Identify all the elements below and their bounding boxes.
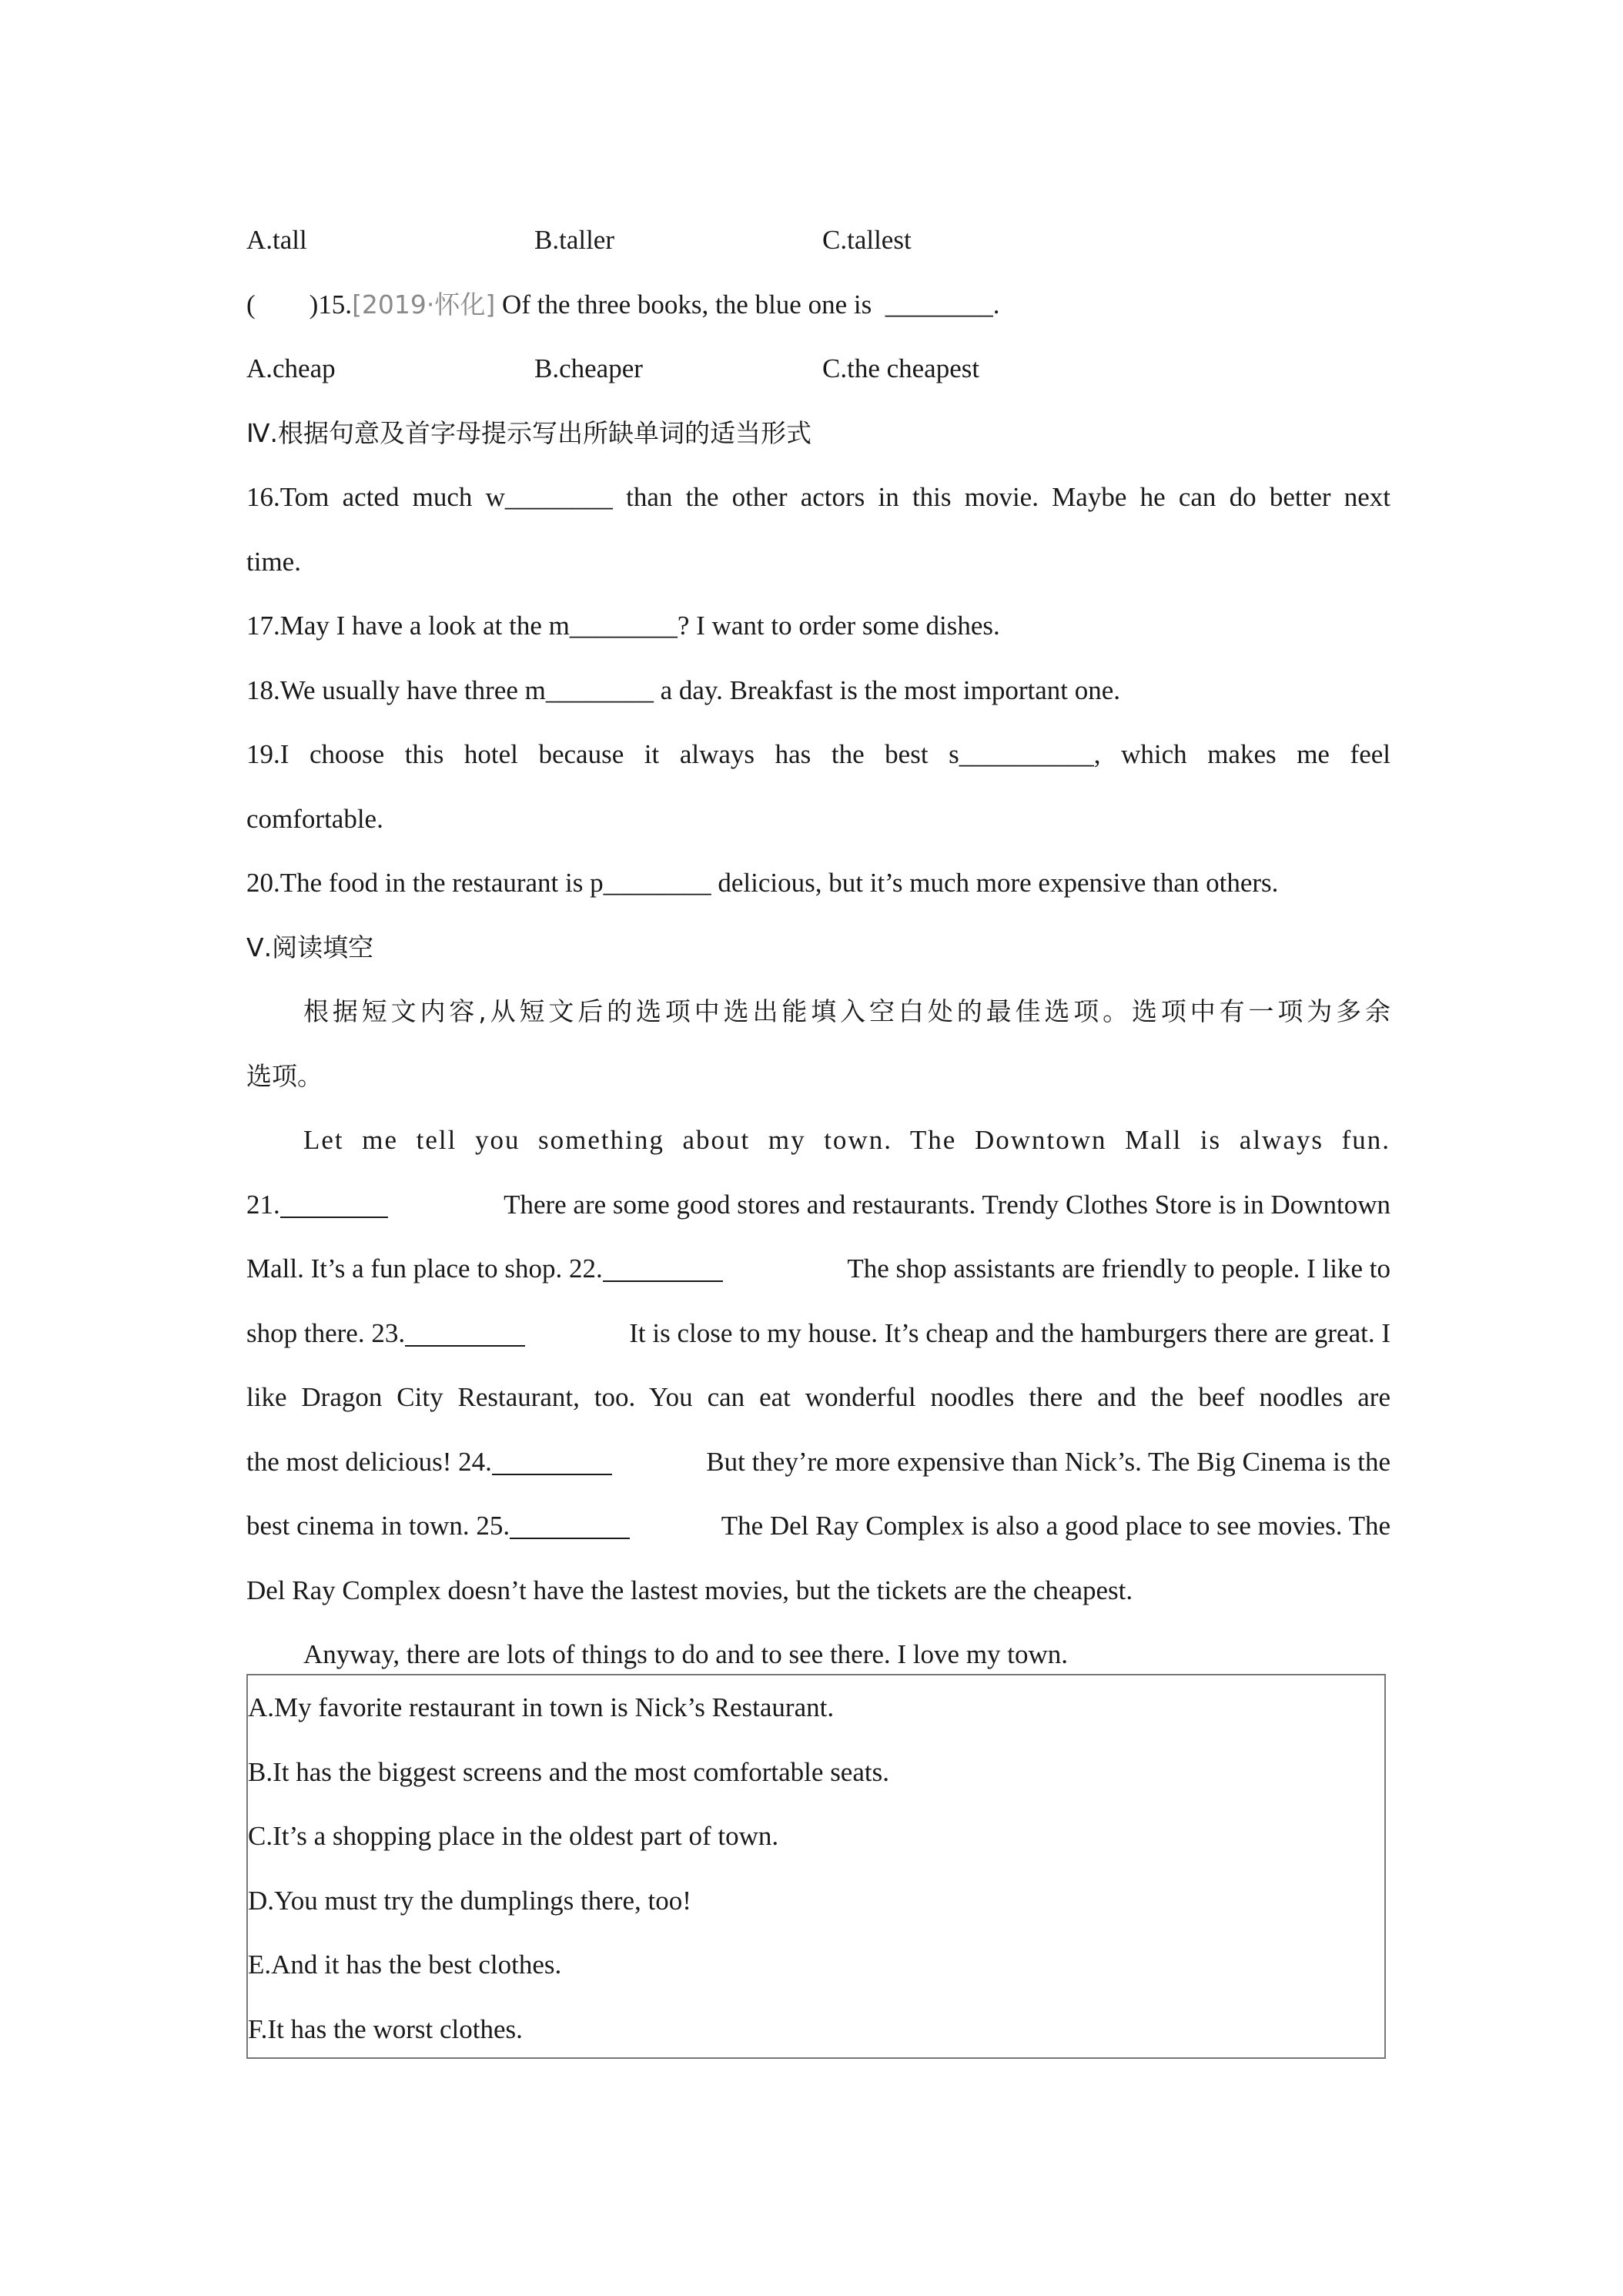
q15-end: . bbox=[992, 289, 1000, 320]
choice-b: B.It has the biggest screens and the most comfortable seats. bbox=[248, 1756, 889, 1787]
blank-21-number: 21. bbox=[246, 1189, 280, 1220]
q14-option-a: A.tall bbox=[246, 225, 307, 255]
q15-source: [2019·怀化] bbox=[352, 289, 496, 320]
instructions-line-1: 根据短文内容,从短文后的选项中选出能填入空白处的最佳选项。选项中有一项为多余 bbox=[303, 996, 1390, 1026]
q16-line-1: 16.Tom acted much w________ than the other actors in this movie. Maybe he can do better next bbox=[246, 482, 1390, 512]
choice-a: A.My favorite restaurant in town is Nick’s Restaurant. bbox=[248, 1692, 835, 1722]
q15-text: Of the three books, the blue one is bbox=[495, 289, 885, 320]
passage-line-5: like Dragon City Restaurant, too. You can eat wonderful noodles there and the beef noodles are bbox=[246, 1382, 1390, 1412]
q16-line-2: time. bbox=[246, 546, 301, 577]
q19-line-1: 19.I choose this hotel because it always has the best s__________, which makes me feel bbox=[246, 739, 1390, 769]
q14-options bbox=[246, 208, 1390, 273]
worksheet-page bbox=[246, 208, 1390, 1687]
choice-e: E.And it has the best clothes. bbox=[248, 1950, 562, 1980]
passage-line-7-rest: The Del Ray Complex is also a good place to see movies. The bbox=[721, 1511, 1390, 1541]
passage-line-3-text: Mall. It’s a fun place to shop. 22. bbox=[246, 1253, 603, 1284]
passage-line-6-text: the most delicious! 24. bbox=[246, 1446, 492, 1477]
passage-line-6 bbox=[246, 1430, 1390, 1494]
q15-paren: ( )15. bbox=[246, 289, 353, 320]
q15-option-c: C.the cheapest bbox=[822, 353, 980, 383]
choices-box bbox=[246, 1674, 1386, 2059]
passage-line-1: Let me tell you something about my town. The Downtown Mall is always fun. bbox=[303, 1125, 1390, 1155]
blank-25 bbox=[510, 1514, 630, 1539]
passage-line-4-text: shop there. 23. bbox=[246, 1317, 406, 1348]
passage-line-2 bbox=[246, 1173, 1390, 1237]
q14-option-c: C.tallest bbox=[822, 225, 912, 255]
passage-line-3 bbox=[246, 1237, 1390, 1301]
choice-f: F.It has the worst clothes. bbox=[248, 2013, 523, 2044]
passage-line-7-text: best cinema in town. 25. bbox=[246, 1511, 510, 1541]
q15-option-b: B.cheaper bbox=[534, 353, 643, 383]
q19-line-2: comfortable. bbox=[246, 803, 383, 834]
choice-d: D.You must try the dumplings there, too! bbox=[248, 1885, 691, 1916]
section-4-title: Ⅳ.根据句意及首字母提示写出所缺单词的适当形式 bbox=[246, 417, 812, 448]
question-18: 18.We usually have three m________ a day. Breakfast is the most important one. bbox=[246, 674, 1121, 705]
question-20: 20.The food in the restaurant is p________ delicious, but it’s much more expensive than others. bbox=[246, 868, 1279, 898]
passage-line-4 bbox=[246, 1301, 1390, 1366]
blank-24 bbox=[492, 1451, 612, 1475]
question-17: 17.May I have a look at the m________? I want to order some dishes. bbox=[246, 611, 1000, 641]
passage-line-9: Anyway, there are lots of things to do and to see there. I love my town. bbox=[303, 1639, 1069, 1669]
section-5-title: Ⅴ.阅读填空 bbox=[246, 932, 374, 962]
passage-line-8: Del Ray Complex doesn’t have the lastest movies, but the tickets are the cheapest. bbox=[246, 1575, 1133, 1605]
blank-23 bbox=[405, 1322, 525, 1347]
passage-line-4-rest: It is close to my house. It’s cheap and the hamburgers there are great. I bbox=[629, 1317, 1390, 1348]
q15-blank: ________ bbox=[885, 289, 993, 320]
passage-line-3-rest: The shop assistants are friendly to people. I like to bbox=[847, 1253, 1390, 1284]
choice-c: C.It’s a shopping place in the oldest part of town. bbox=[248, 1821, 779, 1851]
instructions-line-2: 选项。 bbox=[246, 1060, 323, 1091]
blank-22 bbox=[603, 1257, 723, 1282]
q14-option-b: B.taller bbox=[534, 225, 614, 255]
blank-21 bbox=[280, 1193, 388, 1218]
question-15 bbox=[246, 273, 1390, 337]
passage-line-2-text: There are some good stores and restaurants. Trendy Clothes Store is in Downtown bbox=[504, 1189, 1390, 1220]
passage-line-7 bbox=[246, 1494, 1390, 1558]
q15-options bbox=[246, 336, 1390, 401]
q15-option-a: A.cheap bbox=[246, 353, 336, 383]
passage-line-6-rest: But they’re more expensive than Nick’s. The Big Cinema is the bbox=[706, 1446, 1390, 1477]
